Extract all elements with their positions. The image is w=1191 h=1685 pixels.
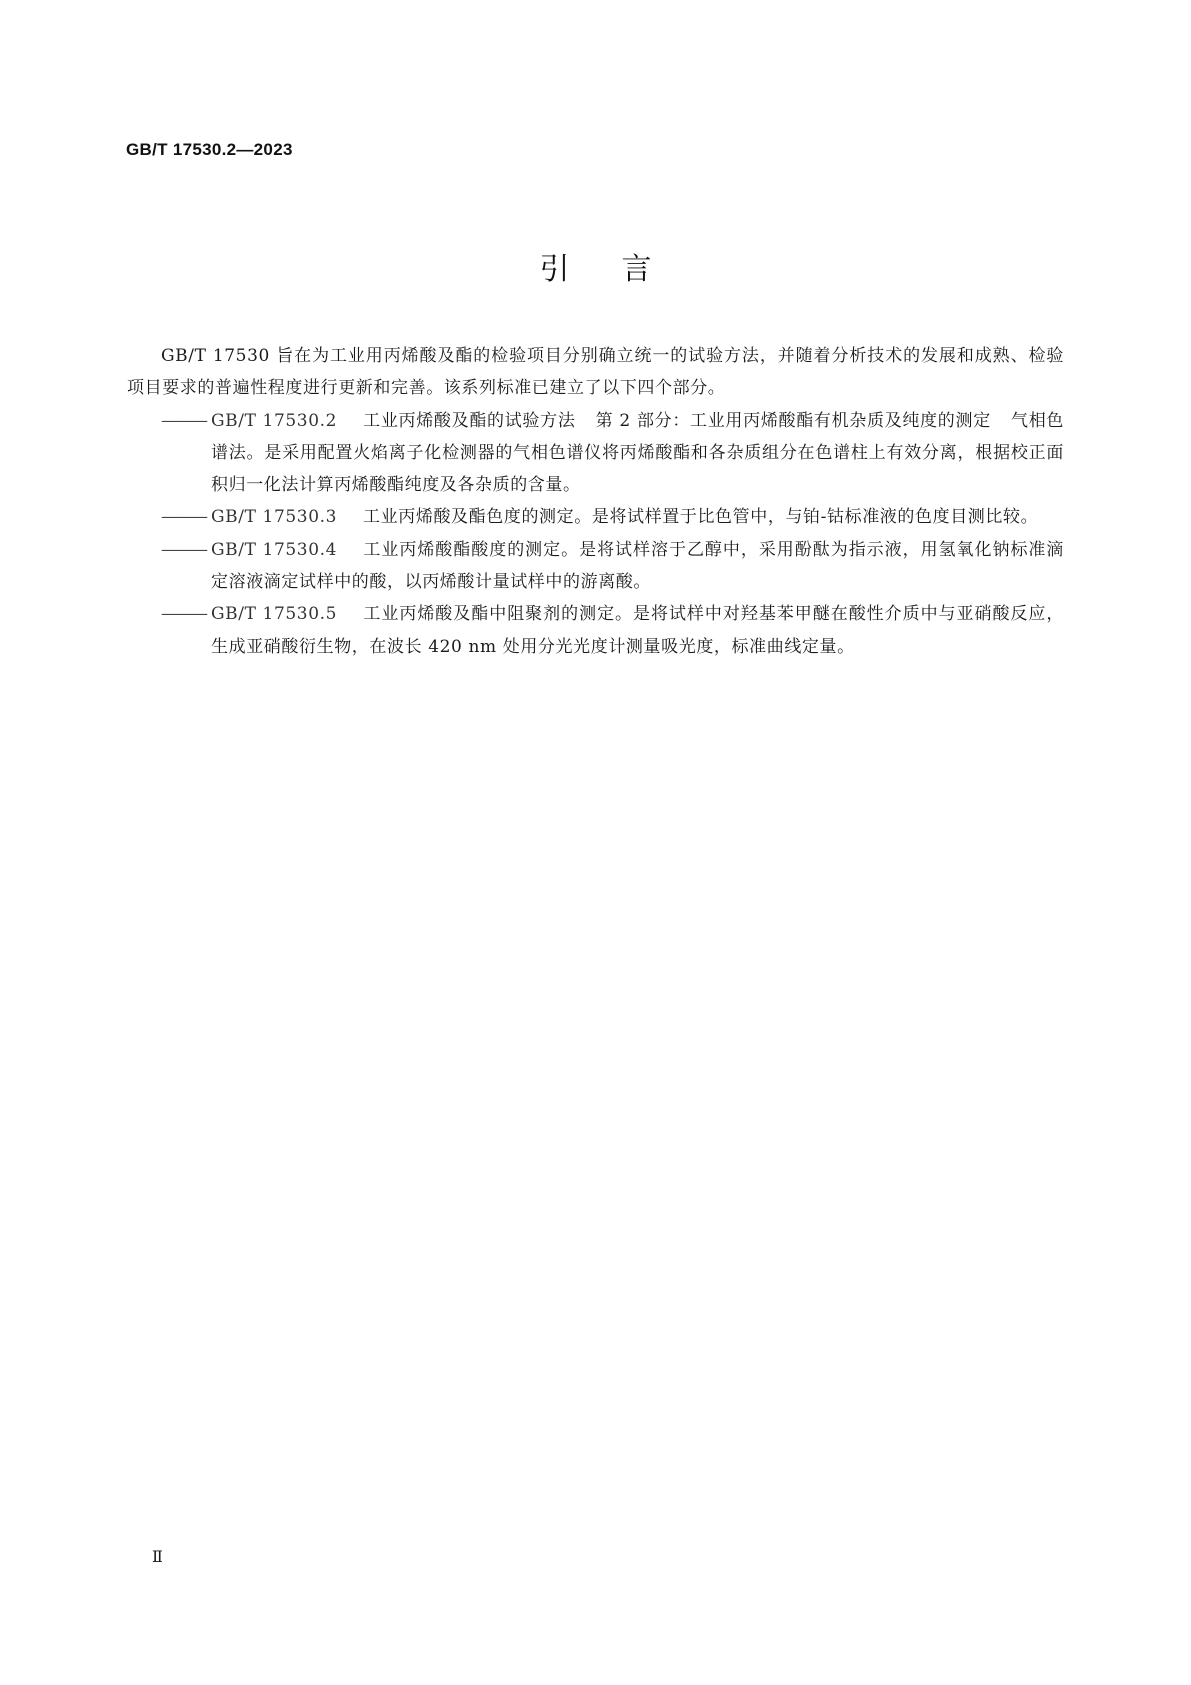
part-title: 工业丙烯酸酯酸度的测定。 <box>363 539 580 560</box>
document-body <box>127 340 1064 663</box>
list-dash: ——— <box>161 604 206 625</box>
part-title: 工业丙烯酸及酯的试验方法 <box>363 410 576 431</box>
page-title: 引言 <box>539 252 704 287</box>
intro-paragraph: GB/T 17530 旨在为工业用丙烯酸及酯的检验项目分别确立统一的试验方法，并随着分析技术的发展和成熟、检验项目要求的普遍性程度进行更新和完善。该系列标准已建立了以下四个部分。 <box>127 346 1064 399</box>
standard-reference: GB/T 17530.4 <box>211 539 338 560</box>
part-title: 气相色谱法。 <box>211 410 1064 463</box>
standard-code-header: GB/T 17530.2—2023 <box>126 140 293 159</box>
standard-reference: GB/T 17530.3 <box>211 507 338 528</box>
list-item <box>127 405 1064 502</box>
part-title: 工业丙烯酸及酯中阻聚剂的测定。 <box>363 604 634 625</box>
part-description: 是将试样置于比色管中，与铂-钴标准液的色度目测比较。 <box>591 507 1039 528</box>
list-dash: ——— <box>161 410 206 431</box>
list-dash: ——— <box>161 539 206 560</box>
part-title: 第 2 部分：工业用丙烯酸酯有机杂质及纯度的测定 <box>595 410 991 431</box>
list-item <box>127 598 1064 663</box>
list-item <box>127 501 1064 533</box>
standard-reference: GB/T 17530.2 <box>211 410 338 431</box>
parts-list <box>127 405 1064 663</box>
part-description: 是将试样中对羟基苯甲醚在酸性介质中与亚硝酸反应，生成亚硝酸衍生物，在波长 420 nm 处用分光光度计测量吸光度，标准曲线定量。 <box>211 604 1064 657</box>
list-item <box>127 534 1064 599</box>
page-number: Ⅱ <box>152 1547 163 1566</box>
part-title: 工业丙烯酸及酯色度的测定。 <box>363 507 592 528</box>
list-dash: ——— <box>161 507 206 528</box>
part-description: 是将试样溶于乙醇中，采用酚酞为指示液，用氢氧化钠标准滴定溶液滴定试样中的酸，以丙烯酸计量试样中的游离酸。 <box>211 539 1065 593</box>
part-description: 是采用配置火焰离子化检测器的气相色谱仪将丙烯酸酯和各杂质组分在色谱柱上有效分离，根据校正面积归一化法计算丙烯酸酯纯度及各杂质的含量。 <box>211 442 1064 496</box>
standard-reference: GB/T 17530.5 <box>211 604 338 625</box>
